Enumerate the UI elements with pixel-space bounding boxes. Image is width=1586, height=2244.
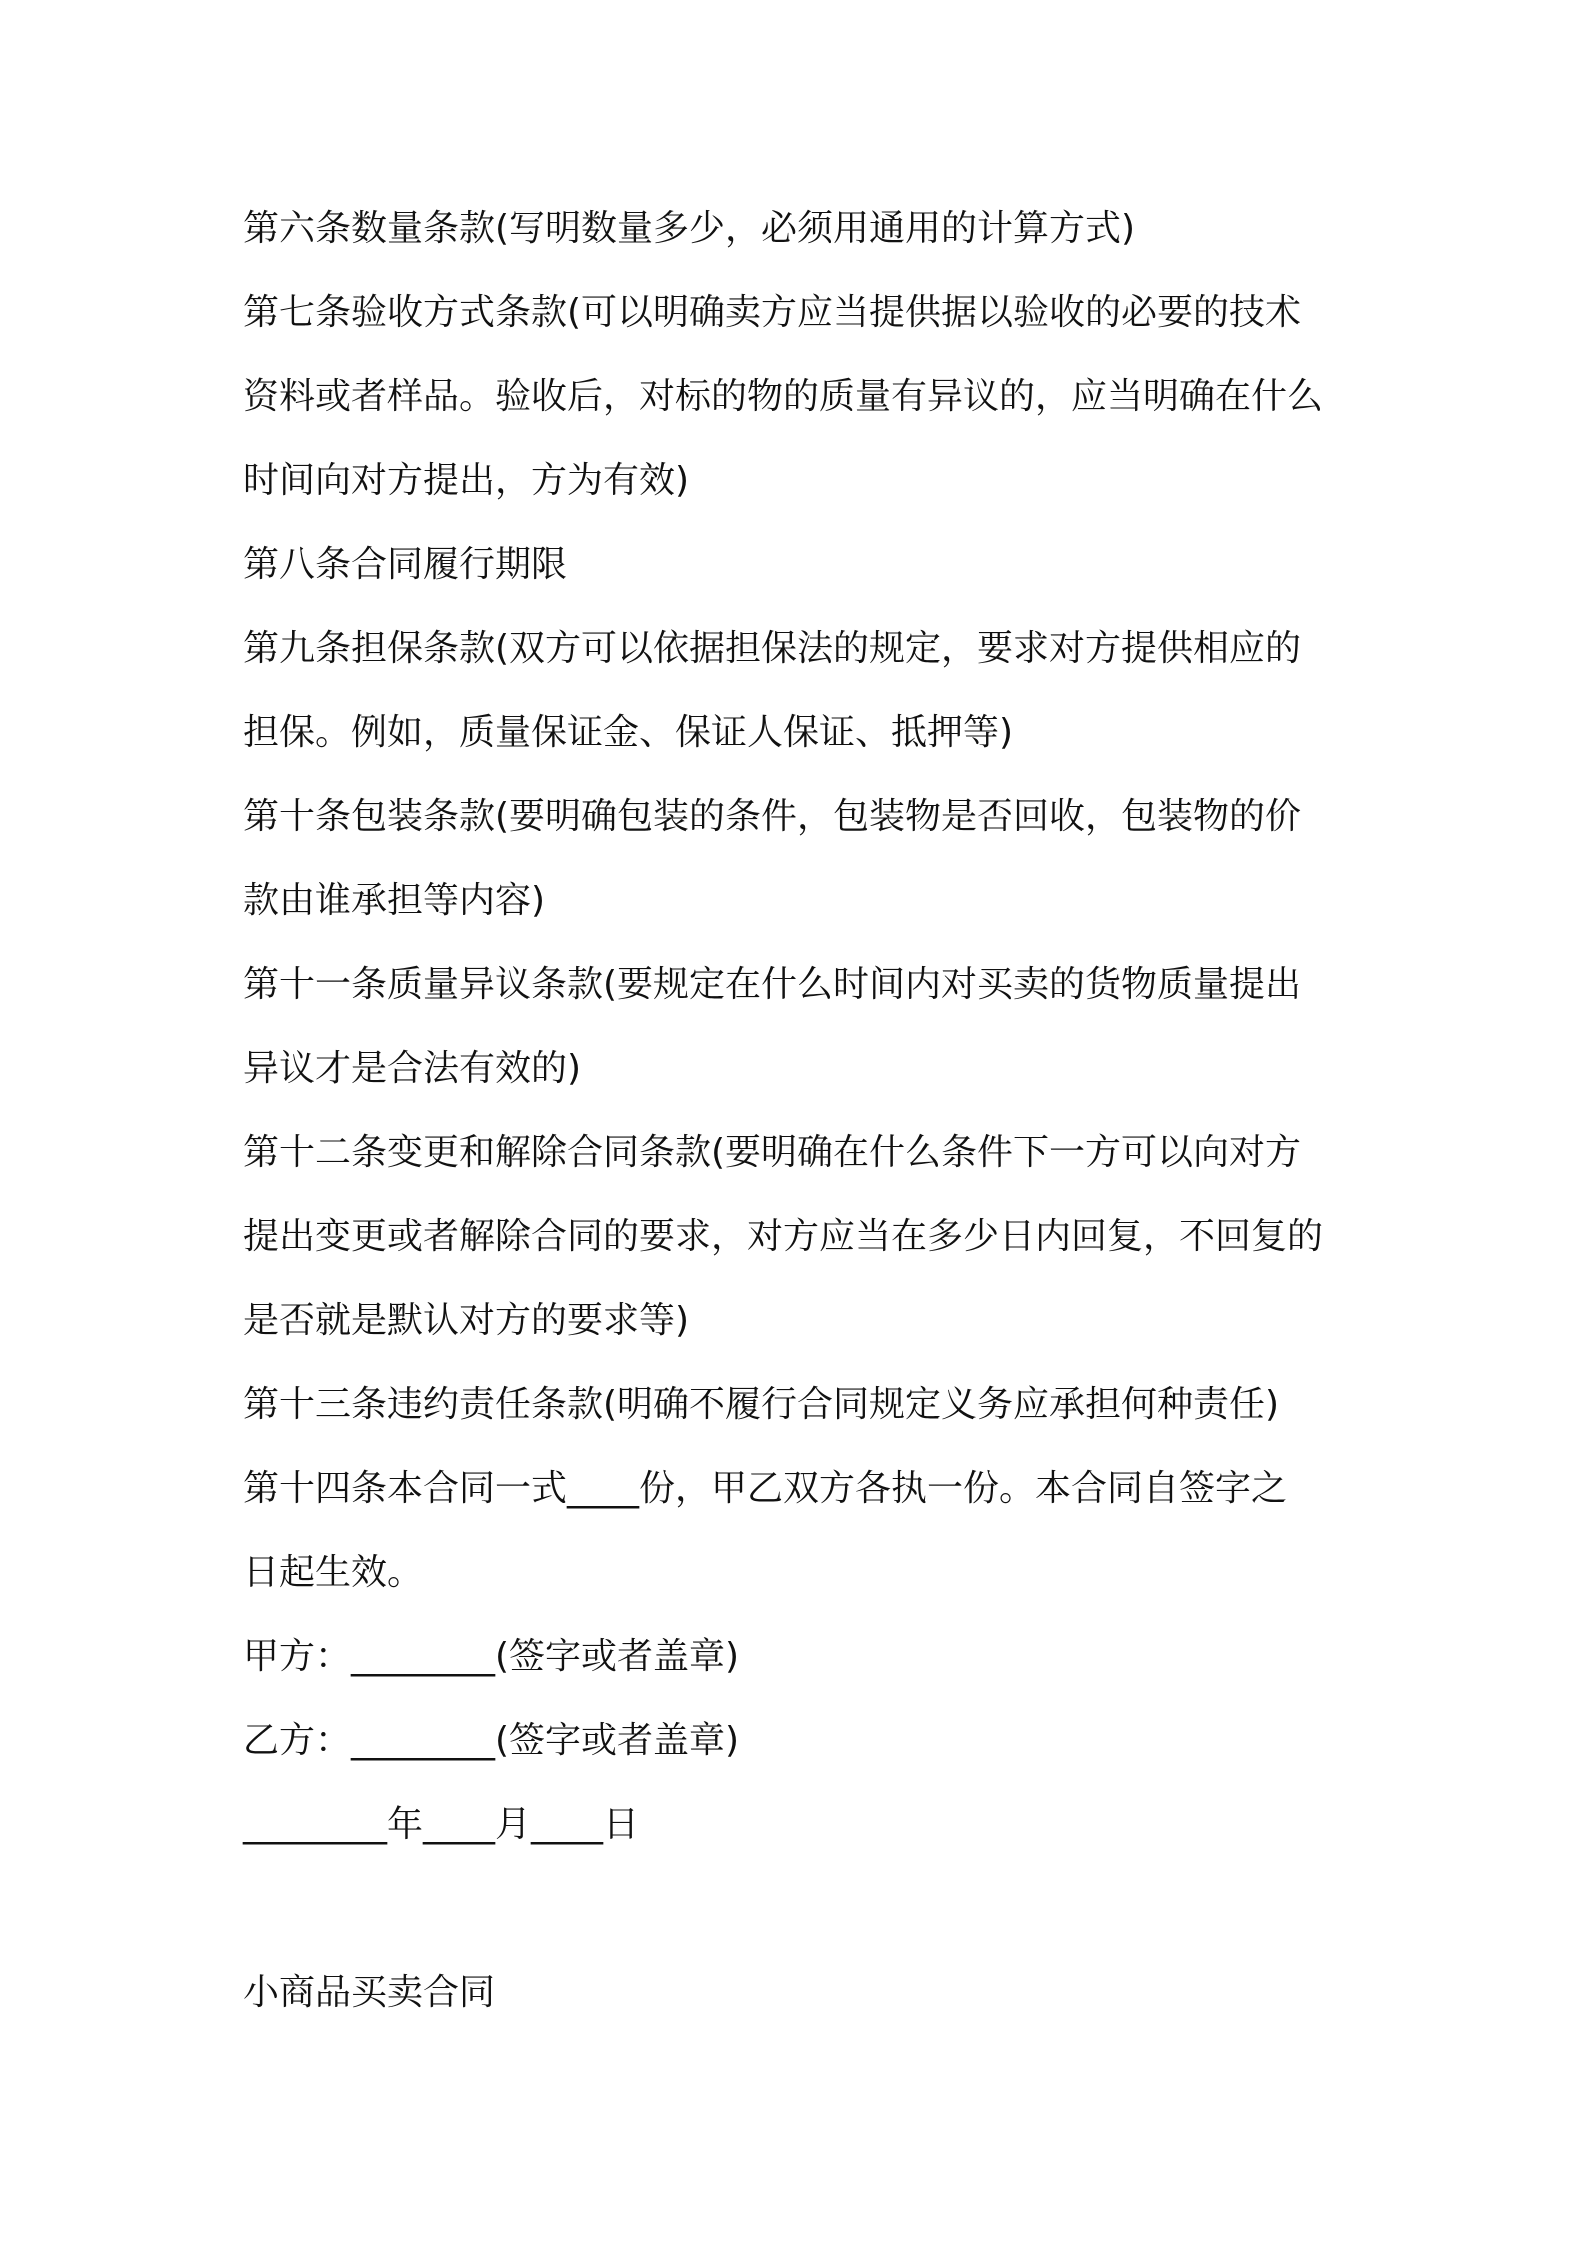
clause-7-acceptance-line-3: 时间向对方提出，方为有效) — [243, 460, 690, 501]
clause-6-quantity: 第六条数量条款(写明数量多少，必须用通用的计算方式) — [243, 208, 1136, 249]
clause-11-quality-objection-line-1: 第十一条质量异议条款(要规定在什么时间内对买卖的货物质量提出 — [243, 964, 1302, 1005]
date-line: ________年____月____日 — [243, 1804, 639, 1845]
clause-7-acceptance-line-1: 第七条验收方式条款(可以明确卖方应当提供据以验收的必要的技术 — [243, 292, 1302, 333]
clause-12-modification-line-1: 第十二条变更和解除合同条款(要明确在什么条件下一方可以向对方 — [243, 1132, 1302, 1173]
clause-10-packaging-line-2: 款由谁承担等内容) — [243, 880, 546, 921]
clause-9-guarantee-line-1: 第九条担保条款(双方可以依据担保法的规定，要求对方提供相应的 — [243, 628, 1302, 669]
clause-13-liability: 第十三条违约责任条款(明确不履行合同规定义务应承担何种责任) — [243, 1384, 1280, 1425]
blank-space — [243, 1867, 1363, 1951]
clause-7-acceptance-line-2: 资料或者样品。验收后，对标的物的质量有异议的，应当明确在什么 — [243, 376, 1324, 417]
clause-12-modification-line-2: 提出变更或者解除合同的要求，对方应当在多少日内回复，不回复的 — [243, 1216, 1324, 1257]
next-contract-title: 小商品买卖合同 — [243, 1972, 496, 2013]
party-a-signature-line: 甲方：________(签字或者盖章) — [243, 1636, 740, 1677]
clause-10-packaging-line-1: 第十条包装条款(要明确包装的条件，包装物是否回收，包装物的价 — [243, 796, 1302, 837]
clause-12-modification-line-3: 是否就是默认对方的要求等) — [243, 1300, 690, 1341]
document-body — [243, 187, 1363, 2035]
clause-14-copies-line-1: 第十四条本合同一式____份，甲乙双方各执一份。本合同自签字之 — [243, 1468, 1288, 1509]
clause-9-guarantee-line-2: 担保。例如，质量保证金、保证人保证、抵押等) — [243, 712, 1014, 753]
clause-8-term: 第八条合同履行期限 — [243, 544, 568, 585]
clause-11-quality-objection-line-2: 异议才是合法有效的) — [243, 1048, 582, 1089]
party-b-signature-line: 乙方：________(签字或者盖章) — [243, 1720, 740, 1761]
clause-14-copies-line-2: 日起生效。 — [243, 1552, 424, 1593]
